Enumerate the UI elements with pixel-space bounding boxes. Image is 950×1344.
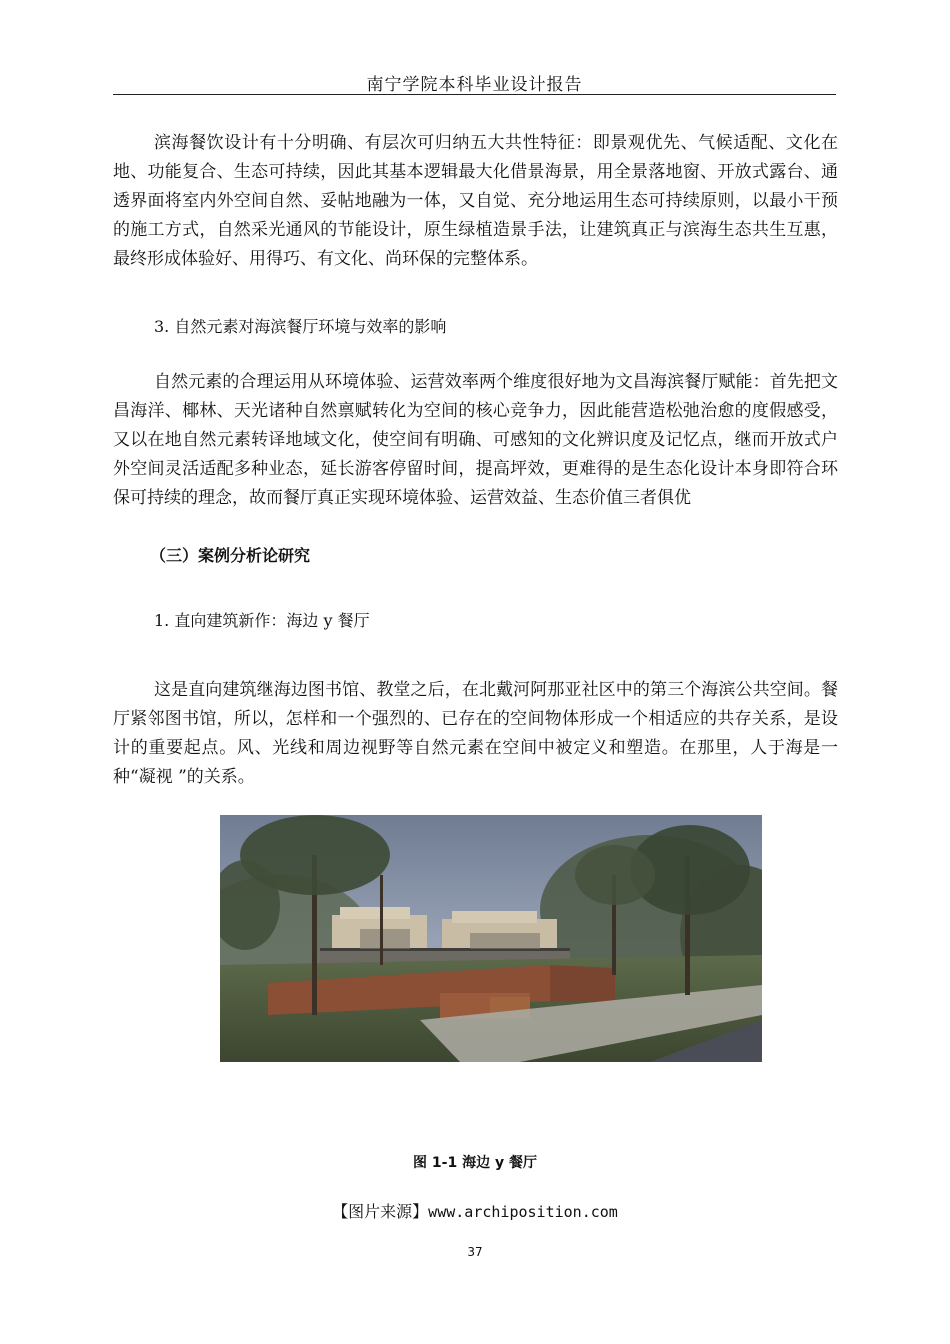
figure-source-label: 【图片来源】: [332, 1202, 429, 1221]
subheading-case-1: 1. 直向建筑新作：海边 y 餐厅: [154, 611, 370, 630]
figure-caption: 图 1-1 海边 y 餐厅: [413, 1155, 537, 1171]
section-heading-case-study: （三）案例分析论研究: [150, 546, 311, 565]
body-paragraph-3: 这是直向建筑继海边图书馆、教堂之后，在北戴河阿那亚社区中的第三个海滨公共空间。餐厅紧邻图书馆，所以，怎样和一个强烈的、已存在的空间物体形成一个相适应的共存关系，是设计的重要起点。风、光线和周边视野等自然元素在空间中被定义和塑造。在那里，人于海是一种“凝视 ”的关系。: [113, 680, 838, 787]
page-header-title: 南宁学院本科毕业设计报告: [366, 75, 583, 95]
restaurant-photo: [220, 815, 762, 1062]
header-divider: [113, 94, 836, 95]
figure-source: [0, 1199, 950, 1222]
figure-source-url: www.archiposition.com: [428, 1203, 618, 1221]
body-paragraph-1: 滨海餐饮设计有十分明确、有层次可归纳五大共性特征：即景观优先、气候适配、文化在地、功能复合、生态可持续，因此其基本逻辑最大化借景海景，用全景落地窗、开放式露台、通透界面将室内外空间自然、妥帖地融为一体，又自觉、充分地运用生态可持续原则，以最小干预的施工方式，自然采光通风的节能设计，原生绿植造景手法，让建筑真正与滨海生态共生互惠，最终形成体验好、用得巧、有文化、尚环保的完整体系。: [113, 133, 838, 269]
subheading-natural-elements: 3. 自然元素对海滨餐厅环境与效率的影响: [154, 317, 447, 336]
body-paragraph-2: 自然元素的合理运用从环境体验、运营效率两个维度很好地为文昌海滨餐厅赋能：首先把文昌海洋、椰林、天光诸种自然禀赋转化为空间的核心竞争力，因此能营造松弛治愈的度假感受，又以在地自然元素转译地域文化，使空间有明确、可感知的文化辨识度及记忆点，继而开放式户外空间灵活适配多种业态，延长游客停留时间，提高坪效，更难得的是生态化设计本身即符合环保可持续的理念，故而餐厅真正实现环境体验、运营效益、生态价值三者俱优: [113, 372, 838, 508]
page-number: 37: [467, 1245, 483, 1259]
